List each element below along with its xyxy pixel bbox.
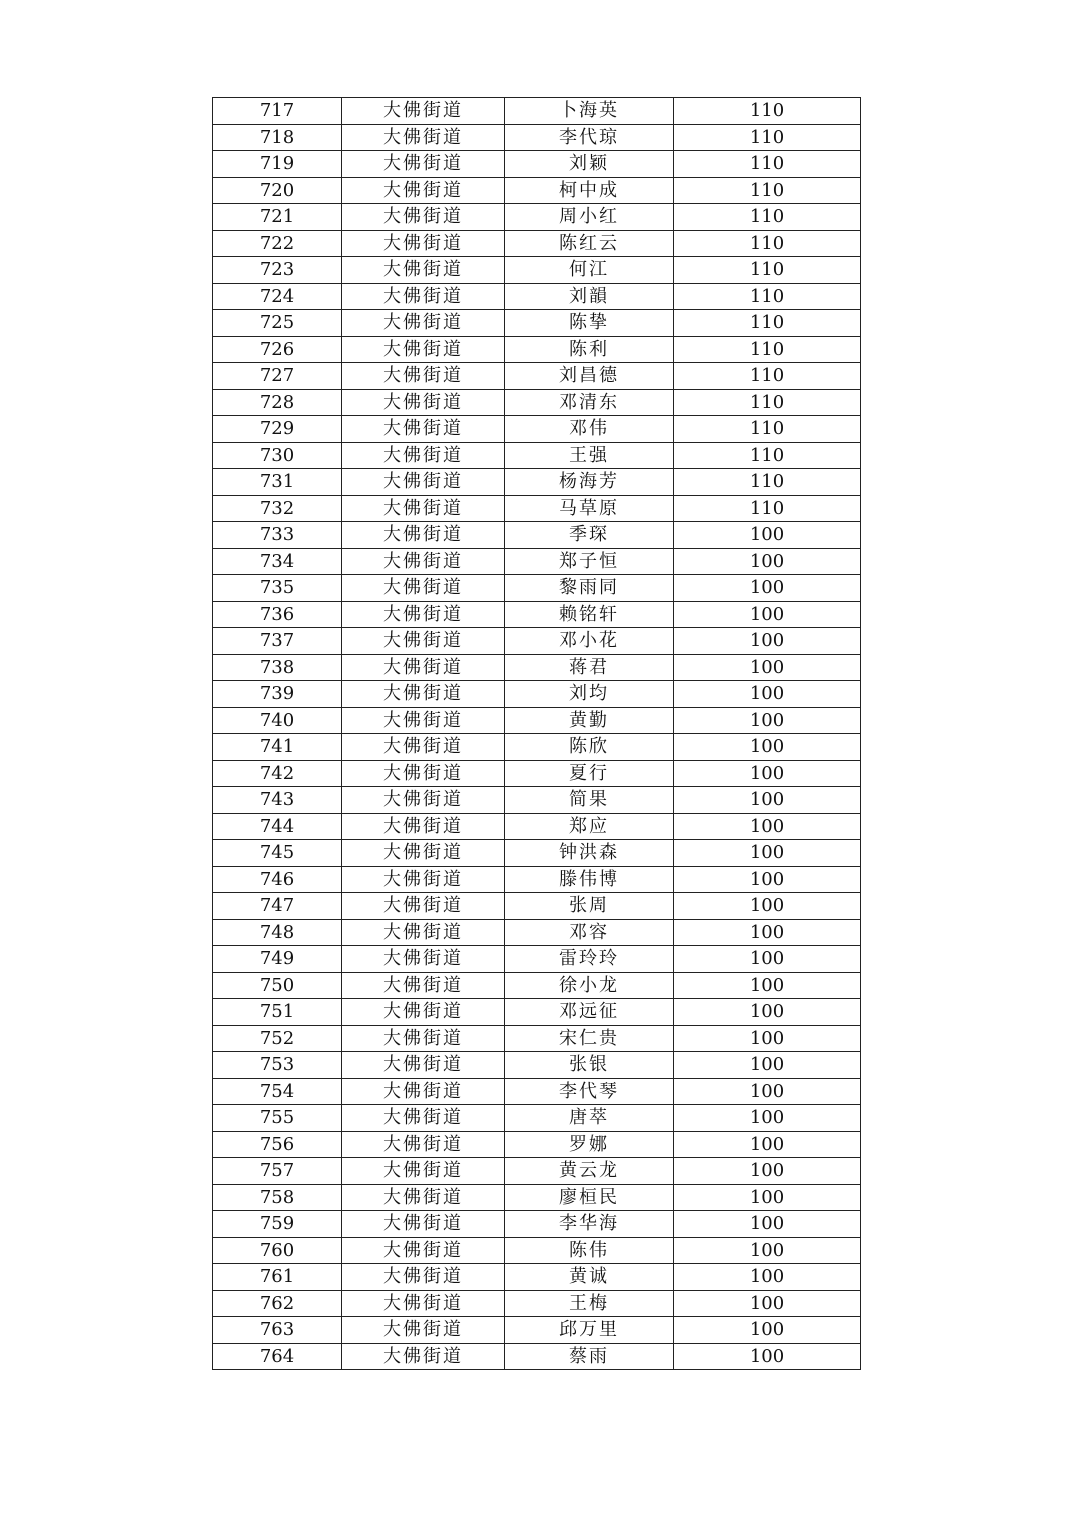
street-cell: 大佛街道 [342,734,505,761]
row-number-cell: 748 [213,919,342,946]
person-name-cell: 邓清东 [505,389,674,416]
amount-cell: 100 [674,1290,861,1317]
roster-table-body [213,98,861,1370]
table-row [213,1211,861,1238]
amount-cell: 110 [674,177,861,204]
street-cell: 大佛街道 [342,1211,505,1238]
person-name-cell: 何江 [505,257,674,284]
person-name-cell: 陈红云 [505,230,674,257]
row-number-cell: 731 [213,469,342,496]
row-number-cell: 762 [213,1290,342,1317]
person-name-cell: 刘颖 [505,151,674,178]
street-cell: 大佛街道 [342,98,505,125]
street-cell: 大佛街道 [342,1237,505,1264]
amount-cell: 100 [674,1158,861,1185]
street-cell: 大佛街道 [342,813,505,840]
amount-cell: 100 [674,1264,861,1291]
row-number-cell: 720 [213,177,342,204]
table-row [213,283,861,310]
amount-cell: 100 [674,893,861,920]
person-name-cell: 周小红 [505,204,674,231]
street-cell: 大佛街道 [342,495,505,522]
amount-cell: 100 [674,840,861,867]
street-cell: 大佛街道 [342,151,505,178]
table-row [213,787,861,814]
person-name-cell: 滕伟博 [505,866,674,893]
street-cell: 大佛街道 [342,919,505,946]
row-number-cell: 743 [213,787,342,814]
table-row [213,416,861,443]
row-number-cell: 761 [213,1264,342,1291]
row-number-cell: 717 [213,98,342,125]
row-number-cell: 727 [213,363,342,390]
person-name-cell: 蒋君 [505,654,674,681]
table-row [213,1025,861,1052]
street-cell: 大佛街道 [342,522,505,549]
amount-cell: 110 [674,230,861,257]
row-number-cell: 763 [213,1317,342,1344]
street-cell: 大佛街道 [342,124,505,151]
row-number-cell: 744 [213,813,342,840]
person-name-cell: 卜海英 [505,98,674,125]
row-number-cell: 753 [213,1052,342,1079]
street-cell: 大佛街道 [342,840,505,867]
row-number-cell: 719 [213,151,342,178]
person-name-cell: 李代琴 [505,1078,674,1105]
amount-cell: 110 [674,257,861,284]
table-row [213,999,861,1026]
street-cell: 大佛街道 [342,866,505,893]
table-row [213,495,861,522]
person-name-cell: 刘韻 [505,283,674,310]
row-number-cell: 739 [213,681,342,708]
row-number-cell: 749 [213,946,342,973]
street-cell: 大佛街道 [342,389,505,416]
amount-cell: 100 [674,1025,861,1052]
table-row [213,230,861,257]
amount-cell: 110 [674,416,861,443]
person-name-cell: 黄云龙 [505,1158,674,1185]
amount-cell: 100 [674,946,861,973]
person-name-cell: 李华海 [505,1211,674,1238]
row-number-cell: 741 [213,734,342,761]
row-number-cell: 730 [213,442,342,469]
table-row [213,760,861,787]
row-number-cell: 750 [213,972,342,999]
row-number-cell: 733 [213,522,342,549]
amount-cell: 110 [674,98,861,125]
amount-cell: 100 [674,1211,861,1238]
table-row [213,601,861,628]
row-number-cell: 718 [213,124,342,151]
street-cell: 大佛街道 [342,628,505,655]
street-cell: 大佛街道 [342,416,505,443]
table-row [213,1078,861,1105]
table-row [213,866,861,893]
amount-cell: 100 [674,1052,861,1079]
amount-cell: 100 [674,548,861,575]
row-number-cell: 729 [213,416,342,443]
amount-cell: 110 [674,283,861,310]
person-name-cell: 邓小花 [505,628,674,655]
table-row [213,124,861,151]
person-name-cell: 蔡雨 [505,1343,674,1370]
person-name-cell: 邓远征 [505,999,674,1026]
amount-cell: 110 [674,495,861,522]
amount-cell: 100 [674,1078,861,1105]
row-number-cell: 742 [213,760,342,787]
table-row [213,628,861,655]
amount-cell: 100 [674,654,861,681]
amount-cell: 110 [674,442,861,469]
street-cell: 大佛街道 [342,1158,505,1185]
street-cell: 大佛街道 [342,548,505,575]
person-name-cell: 宋仁贵 [505,1025,674,1052]
street-cell: 大佛街道 [342,893,505,920]
person-name-cell: 罗娜 [505,1131,674,1158]
person-name-cell: 张周 [505,893,674,920]
person-name-cell: 郑子恒 [505,548,674,575]
amount-cell: 110 [674,336,861,363]
street-cell: 大佛街道 [342,336,505,363]
person-name-cell: 唐萃 [505,1105,674,1132]
amount-cell: 100 [674,1343,861,1370]
table-row [213,813,861,840]
table-row [213,204,861,231]
amount-cell: 100 [674,999,861,1026]
person-name-cell: 刘均 [505,681,674,708]
table-row [213,1184,861,1211]
street-cell: 大佛街道 [342,363,505,390]
table-row [213,177,861,204]
table-row [213,654,861,681]
person-name-cell: 王梅 [505,1290,674,1317]
table-row [213,919,861,946]
table-row [213,575,861,602]
table-row [213,1264,861,1291]
table-row [213,389,861,416]
person-name-cell: 陈伟 [505,1237,674,1264]
street-cell: 大佛街道 [342,972,505,999]
amount-cell: 100 [674,707,861,734]
row-number-cell: 726 [213,336,342,363]
person-name-cell: 廖桓民 [505,1184,674,1211]
row-number-cell: 745 [213,840,342,867]
roster-table [212,97,861,1370]
person-name-cell: 郑应 [505,813,674,840]
table-row [213,548,861,575]
table-row [213,363,861,390]
table-row [213,151,861,178]
person-name-cell: 季琛 [505,522,674,549]
amount-cell: 100 [674,681,861,708]
amount-cell: 100 [674,866,861,893]
person-name-cell: 柯中成 [505,177,674,204]
table-row [213,972,861,999]
amount-cell: 110 [674,469,861,496]
street-cell: 大佛街道 [342,1078,505,1105]
table-row [213,840,861,867]
table-row [213,1131,861,1158]
amount-cell: 110 [674,310,861,337]
row-number-cell: 752 [213,1025,342,1052]
row-number-cell: 737 [213,628,342,655]
person-name-cell: 钟洪森 [505,840,674,867]
row-number-cell: 721 [213,204,342,231]
row-number-cell: 725 [213,310,342,337]
table-row [213,442,861,469]
street-cell: 大佛街道 [342,177,505,204]
person-name-cell: 黄诚 [505,1264,674,1291]
amount-cell: 110 [674,389,861,416]
person-name-cell: 黎雨同 [505,575,674,602]
row-number-cell: 756 [213,1131,342,1158]
person-name-cell: 雷玲玲 [505,946,674,973]
street-cell: 大佛街道 [342,257,505,284]
row-number-cell: 746 [213,866,342,893]
row-number-cell: 734 [213,548,342,575]
street-cell: 大佛街道 [342,1105,505,1132]
table-row [213,310,861,337]
person-name-cell: 马草原 [505,495,674,522]
amount-cell: 100 [674,1184,861,1211]
amount-cell: 100 [674,734,861,761]
row-number-cell: 722 [213,230,342,257]
street-cell: 大佛街道 [342,230,505,257]
row-number-cell: 732 [213,495,342,522]
table-row [213,522,861,549]
street-cell: 大佛街道 [342,1184,505,1211]
street-cell: 大佛街道 [342,310,505,337]
amount-cell: 110 [674,204,861,231]
amount-cell: 100 [674,601,861,628]
table-row [213,336,861,363]
street-cell: 大佛街道 [342,760,505,787]
table-row [213,98,861,125]
street-cell: 大佛街道 [342,1052,505,1079]
table-row [213,1343,861,1370]
row-number-cell: 723 [213,257,342,284]
person-name-cell: 刘昌德 [505,363,674,390]
street-cell: 大佛街道 [342,1264,505,1291]
amount-cell: 100 [674,522,861,549]
row-number-cell: 751 [213,999,342,1026]
table-row [213,1158,861,1185]
table-row [213,1237,861,1264]
street-cell: 大佛街道 [342,1131,505,1158]
street-cell: 大佛街道 [342,787,505,814]
person-name-cell: 黄勤 [505,707,674,734]
street-cell: 大佛街道 [342,946,505,973]
row-number-cell: 757 [213,1158,342,1185]
person-name-cell: 王强 [505,442,674,469]
street-cell: 大佛街道 [342,681,505,708]
person-name-cell: 张银 [505,1052,674,1079]
amount-cell: 100 [674,575,861,602]
person-name-cell: 邓伟 [505,416,674,443]
table-row [213,893,861,920]
table-row [213,1105,861,1132]
amount-cell: 100 [674,972,861,999]
person-name-cell: 陈欣 [505,734,674,761]
person-name-cell: 徐小龙 [505,972,674,999]
row-number-cell: 755 [213,1105,342,1132]
amount-cell: 100 [674,1237,861,1264]
table-row [213,1290,861,1317]
amount-cell: 100 [674,1105,861,1132]
amount-cell: 100 [674,787,861,814]
table-row [213,257,861,284]
street-cell: 大佛街道 [342,601,505,628]
street-cell: 大佛街道 [342,999,505,1026]
amount-cell: 100 [674,760,861,787]
person-name-cell: 邱万里 [505,1317,674,1344]
table-row [213,469,861,496]
amount-cell: 110 [674,363,861,390]
amount-cell: 100 [674,1131,861,1158]
street-cell: 大佛街道 [342,575,505,602]
row-number-cell: 736 [213,601,342,628]
street-cell: 大佛街道 [342,1025,505,1052]
person-name-cell: 杨海芳 [505,469,674,496]
row-number-cell: 724 [213,283,342,310]
row-number-cell: 760 [213,1237,342,1264]
row-number-cell: 759 [213,1211,342,1238]
row-number-cell: 758 [213,1184,342,1211]
person-name-cell: 赖铭轩 [505,601,674,628]
street-cell: 大佛街道 [342,283,505,310]
table-row [213,1052,861,1079]
person-name-cell: 陈挚 [505,310,674,337]
table-row [213,946,861,973]
street-cell: 大佛街道 [342,654,505,681]
street-cell: 大佛街道 [342,204,505,231]
row-number-cell: 754 [213,1078,342,1105]
person-name-cell: 陈利 [505,336,674,363]
street-cell: 大佛街道 [342,469,505,496]
table-row [213,681,861,708]
row-number-cell: 728 [213,389,342,416]
person-name-cell: 李代琼 [505,124,674,151]
row-number-cell: 738 [213,654,342,681]
table-row [213,734,861,761]
amount-cell: 100 [674,1317,861,1344]
amount-cell: 110 [674,151,861,178]
person-name-cell: 简果 [505,787,674,814]
row-number-cell: 764 [213,1343,342,1370]
amount-cell: 100 [674,919,861,946]
amount-cell: 110 [674,124,861,151]
amount-cell: 100 [674,813,861,840]
table-row [213,707,861,734]
person-name-cell: 夏行 [505,760,674,787]
row-number-cell: 740 [213,707,342,734]
row-number-cell: 735 [213,575,342,602]
street-cell: 大佛街道 [342,1317,505,1344]
amount-cell: 100 [674,628,861,655]
street-cell: 大佛街道 [342,707,505,734]
person-name-cell: 邓容 [505,919,674,946]
street-cell: 大佛街道 [342,442,505,469]
row-number-cell: 747 [213,893,342,920]
street-cell: 大佛街道 [342,1290,505,1317]
street-cell: 大佛街道 [342,1343,505,1370]
table-row [213,1317,861,1344]
